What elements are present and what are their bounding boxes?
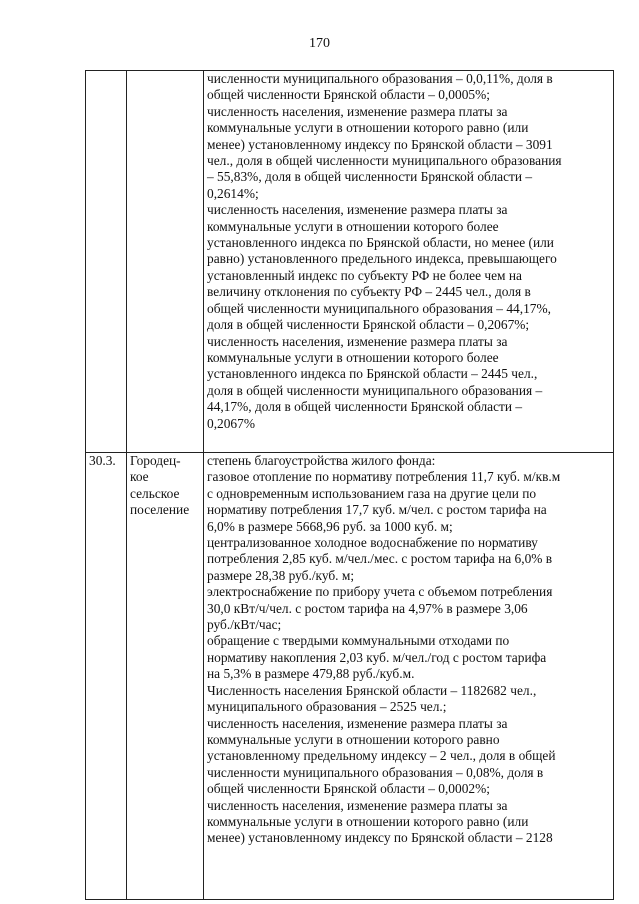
text-line: муниципального образования – 2525 чел.; [207,699,447,715]
text-line: 0,2067% [207,415,255,431]
text-line: численность населения, изменение размера платы за [207,202,508,218]
municipality-cell [127,71,204,453]
municipality-name-line: поселение [130,502,190,518]
text-line: численность населения, изменение размера платы за [207,333,508,349]
text-line: численности муниципального образования – 0,0,11%, доля в [207,71,553,86]
text-line: на 5,3% в размере 479,88 руб./куб.м. [207,666,415,682]
text-line: обращение с твердыми коммунальными отходами по [207,633,510,649]
text-line: – 55,83%, доля в общей численности Брянской области – [207,169,533,185]
text-line: 6,0% в размере 5668,96 руб. за 1000 куб. м; [207,518,453,534]
text-line: численности муниципального образования – 0,08%, доля в [207,764,544,780]
table-row [86,453,614,900]
municipality-name-line: кое [130,469,149,485]
text-line: равно) установленного предельного индекса, превышающего [207,251,557,267]
tariff-table [85,70,614,900]
text-line: потребления 2,85 куб. м/чел./мес. с ростом тарифа на 6,0% в [207,551,553,567]
description-cell [204,453,614,900]
text-line: установленного индекса по Брянской области, но менее (или [207,235,554,251]
text-line: размере 28,38 руб./куб. м; [207,567,355,583]
text-line: менее) установленному индексу по Брянской области – 3091 [207,136,553,152]
text-line: коммунальные услуги в отношении которого более [207,349,499,365]
text-line: общей численности Брянской области – 0,0005%; [207,87,490,103]
description-cell [204,71,614,453]
text-line: установленному предельному индексу – 2 чел., доля в общей [207,748,556,764]
text-line: чел., доля в общей численности муниципального образования [207,153,562,169]
text-line: коммунальные услуги в отношении которого равно [207,731,500,747]
text-line: общей численности Брянской области – 0,0002%; [207,781,490,797]
text-line: доля в общей численности муниципального образования – [207,382,543,398]
row-number-cell: 30.3. [86,453,127,900]
text-line: коммунальные услуги в отношении которого равно (или [207,120,529,136]
text-line: нормативу накопления 2,03 куб. м/чел./год с ростом тарифа [207,649,547,665]
text-line: общей численности муниципального образования – 44,17%, [207,300,551,316]
text-line: численность населения, изменение размера платы за [207,715,508,731]
text-line: Численность населения Брянской области – 1182682 чел., [207,682,537,698]
row-number-cell [86,71,127,453]
text-line: доля в общей численности Брянской области – 0,2067%; [207,317,530,333]
municipality-cell [127,453,204,900]
text-line: газовое отопление по нормативу потребления 11,7 куб. м/кв.м [207,469,561,485]
text-line: 0,2614%; [207,185,259,201]
table-row [86,71,614,453]
text-line: руб./кВт/час; [207,617,282,633]
text-line: с одновременным использованием газа на другие цели по [207,485,537,501]
text-line: коммунальные услуги в отношении которого более [207,218,499,234]
text-line: установленный индекс по субъекту РФ не более чем на [207,267,522,283]
text-line: 44,17%, доля в общей численности Брянской области – [207,399,523,415]
text-line: 30,0 кВт/ч/чел. с ростом тарифа на 4,97% в размере 3,06 [207,600,528,616]
text-line: численность населения, изменение размера платы за [207,797,508,813]
text-line: централизованное холодное водоснабжение по нормативу [207,535,538,551]
text-line: нормативу потребления 17,7 куб. м/чел. с ростом тарифа на [207,502,547,518]
text-line: электроснабжение по прибору учета с объемом потребления [207,584,553,600]
text-line: величину отклонения по субъекту РФ – 2445 чел., доля в [207,284,531,300]
page-number: 170 [309,36,330,51]
text-line: численность населения, изменение размера платы за [207,103,508,119]
municipality-name-line: сельское [130,485,180,501]
municipality-name-line: Городец- [130,453,181,468]
text-line: степень благоустройства жилого фонда: [207,453,436,468]
text-line: установленного индекса по Брянской области – 2445 чел., [207,366,538,382]
text-line: менее) установленному индексу по Брянской области – 2128 [207,830,553,846]
text-line: коммунальные услуги в отношении которого равно (или [207,813,529,829]
